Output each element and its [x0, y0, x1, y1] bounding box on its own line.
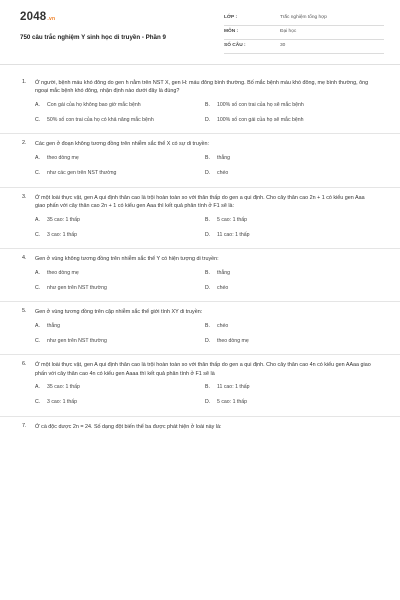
info-label: SỐ CÂU :	[224, 43, 246, 48]
answer-option[interactable]	[205, 155, 375, 163]
option-text: chéo	[217, 170, 229, 177]
option-text: 35 cao: 1 thấp	[47, 216, 80, 223]
option-text: chéo	[217, 284, 229, 291]
question-number: 4.	[22, 255, 27, 262]
header-divider	[0, 64, 400, 65]
option-text: 3 cao: 1 thấp	[47, 231, 77, 238]
info-row-count	[224, 40, 384, 54]
option-letter: B.	[205, 384, 210, 391]
answer-options	[35, 155, 376, 178]
question-item	[0, 134, 400, 187]
option-letter: D.	[205, 170, 211, 177]
option-letter: D.	[205, 116, 211, 123]
answer-option[interactable]	[35, 170, 205, 178]
answer-option[interactable]	[35, 384, 205, 392]
option-text: Con gái của họ không bao giờ mắc bệnh	[47, 101, 141, 108]
question-list	[0, 73, 400, 440]
option-letter: B.	[205, 216, 210, 223]
question-text: Gen ở vùng tương đồng trên cặp nhiễm sắc thể giới tính XY di truyền:	[35, 309, 203, 316]
answer-option[interactable]	[35, 231, 205, 239]
answer-option[interactable]	[205, 216, 375, 224]
info-value: Đại học	[280, 29, 297, 34]
answer-option[interactable]	[205, 231, 375, 239]
option-text: như gen trên NST thường	[47, 284, 107, 291]
answer-option[interactable]	[205, 269, 375, 277]
answer-options	[35, 322, 376, 345]
site-logo[interactable]	[20, 11, 55, 23]
option-letter: A.	[35, 101, 40, 108]
question-text: Ở người, bệnh máu khó đông do gen h nằm trên NST X, gen H: máu đông bình thường. Bố mắc bệnh máu khó đông, mẹ bình thường, ông ngoại mắc bệnh khó đông, nhận định nào dưới đây là đúng?	[35, 80, 369, 95]
question-number: 7.	[22, 422, 27, 429]
option-letter: C.	[35, 231, 41, 238]
answer-option[interactable]	[35, 155, 205, 163]
option-letter: C.	[35, 399, 41, 406]
option-letter: B.	[205, 155, 210, 162]
option-text: thẳng	[47, 322, 60, 329]
option-text: 11 cao: 1 thấp	[217, 231, 250, 238]
page-header	[0, 0, 400, 64]
question-item	[0, 355, 400, 416]
option-text: 50% số con trai của họ có khả năng mắc bệnh	[47, 116, 154, 123]
option-letter: D.	[205, 284, 211, 291]
answer-option[interactable]	[35, 337, 205, 345]
option-text: thẳng	[217, 155, 230, 162]
option-letter: B.	[205, 269, 210, 276]
answer-option[interactable]	[205, 337, 375, 345]
option-text: chéo	[217, 322, 229, 329]
option-letter: C.	[35, 284, 41, 291]
option-letter: A.	[35, 216, 40, 223]
question-text: Ở một loài thực vật, gen A qui định thân cao là trội hoàn toàn so với thân thấp do gen a qui định. Cho cây thân cao 2n + 1 có kiểu gen Aaa giao phấn với cây thân cao 2n + 1 có kiểu gen Aaa thì kết quả phân tính ở F1 sẽ là:	[35, 194, 365, 209]
document-title: 750 câu trắc nghiệm Y sinh học di truyền - Phần 9	[20, 34, 166, 41]
option-text: như các gen trên NST thường	[47, 170, 117, 177]
answer-options	[35, 216, 376, 239]
answer-option[interactable]	[205, 101, 375, 109]
option-letter: C.	[35, 116, 41, 123]
question-text: Các gen ở đoạn không tương đồng trên nhiễm sắc thể X có sự di truyền:	[35, 141, 210, 148]
info-label: LỚP :	[224, 15, 238, 20]
question-text: Ở cà độc dược 2n = 24. Số dạng đột biến thể ba được phát hiện ở loài này là:	[35, 423, 222, 430]
question-number: 3.	[22, 193, 27, 200]
answer-option[interactable]	[205, 116, 375, 124]
answer-options	[35, 101, 376, 124]
question-text: Ở một loài thực vật, gen A qui định thân cao là trội hoàn toàn so với thân thấp do gen a qui định. Cho cây thân cao 4n có kiểu gen AAaa giao phấn với cây thân cao 4n có kiểu gen Aaaa thì kết quả phân tính ở F1 sẽ là	[35, 362, 371, 377]
answer-option[interactable]	[205, 170, 375, 178]
info-value: Trắc nghiệm tổng hợp	[280, 15, 327, 20]
answer-option[interactable]	[35, 216, 205, 224]
option-text: 35 cao: 1 thấp	[47, 384, 80, 391]
question-item	[0, 417, 400, 440]
option-text: 11 cao: 1 thấp	[217, 384, 250, 391]
option-text: 100% số con gái của họ sẽ mắc bệnh	[217, 116, 304, 123]
option-letter: D.	[205, 231, 211, 238]
option-text: 5 cao: 1 thấp	[217, 216, 247, 223]
info-row-subject	[224, 26, 384, 40]
info-row-class	[224, 12, 384, 26]
option-letter: A.	[35, 384, 40, 391]
option-text: 3 cao: 1 thấp	[47, 399, 77, 406]
option-letter: B.	[205, 322, 210, 329]
answer-option[interactable]	[35, 284, 205, 292]
option-text: 5 cao: 1 thấp	[217, 399, 247, 406]
option-letter: C.	[35, 337, 41, 344]
option-letter: A.	[35, 269, 40, 276]
answer-option[interactable]	[35, 322, 205, 330]
answer-option[interactable]	[35, 399, 205, 407]
question-item	[0, 249, 400, 302]
info-label: MÔN :	[224, 29, 239, 34]
option-letter: D.	[205, 337, 211, 344]
info-value: 30	[280, 43, 286, 48]
option-text: 100% số con trai của họ sẽ mắc bệnh	[217, 101, 304, 108]
answer-option[interactable]	[205, 384, 375, 392]
option-letter: C.	[35, 170, 41, 177]
question-number: 1.	[22, 79, 27, 85]
option-text: theo dòng mẹ	[47, 269, 79, 276]
option-letter: A.	[35, 322, 40, 329]
question-number: 2.	[22, 140, 27, 147]
answer-option[interactable]	[205, 322, 375, 330]
question-item	[0, 73, 400, 134]
answer-option[interactable]	[35, 269, 205, 277]
answer-option[interactable]	[35, 101, 205, 109]
option-letter: D.	[205, 399, 211, 406]
answer-option[interactable]	[35, 116, 205, 124]
answer-option[interactable]	[205, 284, 375, 292]
logo-suffix: .vn	[47, 16, 56, 22]
question-number: 5.	[22, 308, 27, 315]
info-table	[224, 12, 384, 54]
logo-text: 2048	[20, 11, 47, 23]
option-letter: A.	[35, 155, 40, 162]
option-text: thẳng	[217, 269, 230, 276]
answer-options	[35, 384, 376, 407]
answer-options	[35, 269, 376, 292]
question-number: 6.	[22, 361, 27, 368]
option-text: theo dòng mẹ	[47, 155, 79, 162]
option-letter: B.	[205, 101, 210, 108]
option-text: theo dòng mẹ	[217, 337, 249, 344]
option-text: như gen trên NST thường	[47, 337, 107, 344]
answer-option[interactable]	[205, 399, 375, 407]
question-item	[0, 302, 400, 355]
question-text: Gen ở vùng không tương đồng trên nhiễm sắc thể Y có hiện tượng di truyền:	[35, 256, 219, 263]
question-item	[0, 188, 400, 249]
